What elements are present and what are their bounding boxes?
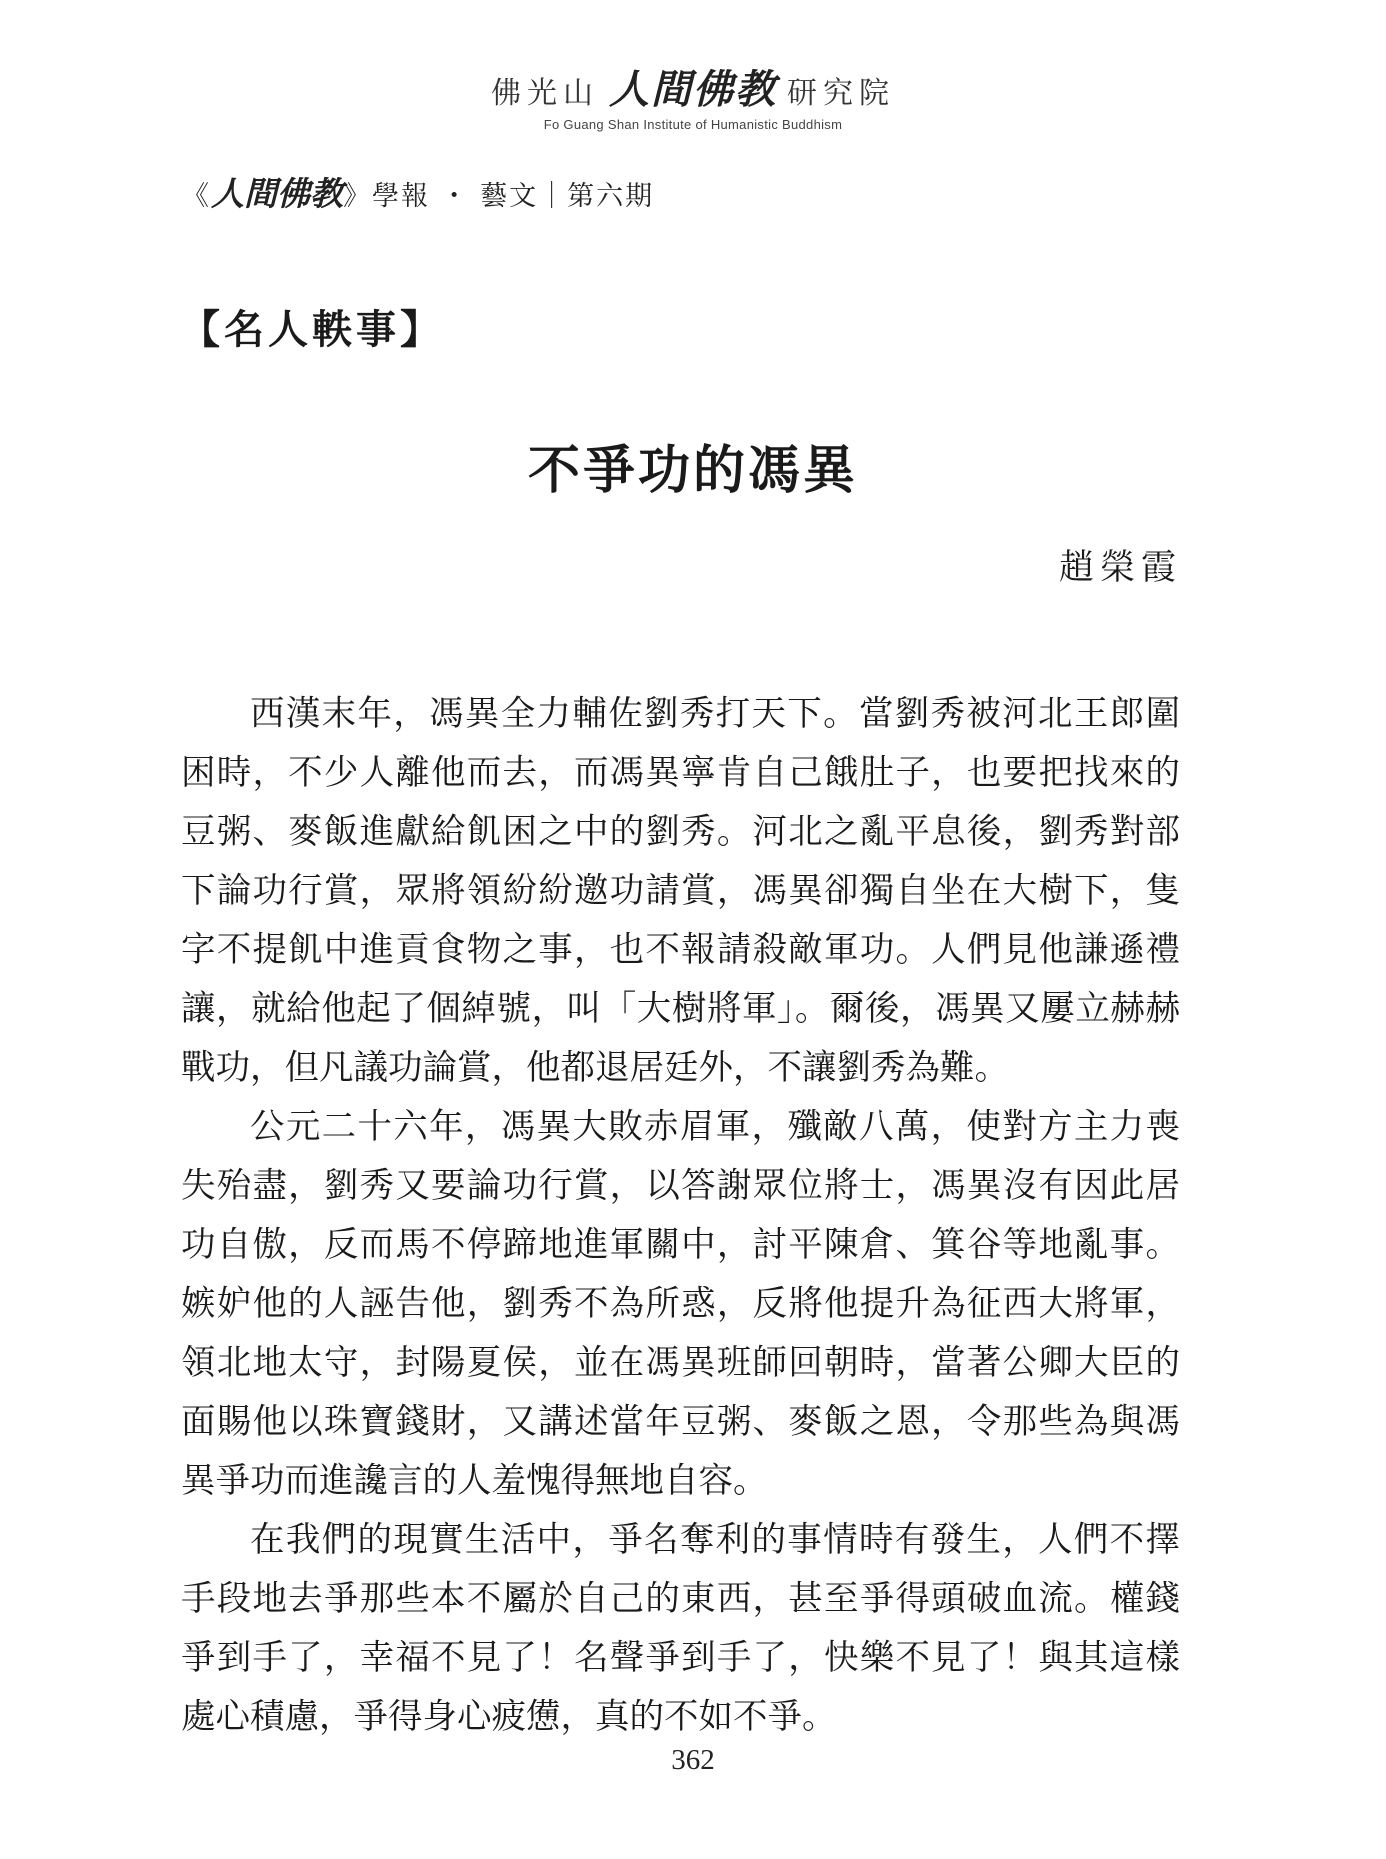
journal-header	[182, 168, 654, 215]
masthead-brand: 人間佛教	[609, 66, 777, 113]
section-heading: 【名人軼事】	[180, 306, 444, 353]
journal-open-bracket: 《	[182, 181, 211, 212]
institute-logo	[491, 58, 895, 115]
masthead-right-text: 研究院	[787, 76, 895, 111]
masthead-english: Fo Guang Shan Institute of Humanistic Buddhism	[543, 117, 843, 132]
paragraph: 在我們的現實生活中，爭名奪利的事情時有發生，人們不擇手段地去爭那些本不屬於自己的東西，甚至爭得頭破血流。權錢爭到手了，幸福不見了！名聲爭到手了，快樂不見了！與其這樣處心積慮，爭得身心疲憊，真的不如不爭。	[181, 1520, 1180, 1737]
journal-issue: 學報 ・ 藝文｜第六期	[372, 181, 655, 212]
page-number: 362	[671, 1744, 715, 1776]
masthead-left-text: 佛光山	[491, 76, 599, 111]
paragraph: 西漢末年，馮異全力輔佐劉秀打天下。當劉秀被河北王郎圍困時，不少人離他而去，而馮異寧肯自己餓肚子，也要把找來的豆粥、麥飯進獻給飢困之中的劉秀。河北之亂平息後，劉秀對部下論功行賞，眾將領紛紛邀功請賞，馮異卻獨自坐在大樹下，隻字不提飢中進貢食物之事，也不報請殺敵軍功。人們見他謙遜禮讓，就給他起了個綽號，叫「大樹將軍」。爾後，馮異又屢立赫赫戰功，但凡議功論賞，他都退居廷外，不讓劉秀為難。	[181, 694, 1180, 1088]
article-author: 趙榮霞	[1058, 548, 1182, 588]
paragraph: 公元二十六年，馮異大敗赤眉軍，殲敵八萬，使對方主力喪失殆盡，劉秀又要論功行賞，以答謝眾位將士，馮異沒有因此居功自傲，反而馬不停蹄地進軍關中，討平陳倉、箕谷等地亂事。嫉妒他的人誣告他，劉秀不為所惑，反將他提升為征西大將軍，領北地太守，封陽夏侯，並在馮異班師回朝時，當著公卿大臣的面賜他以珠寶錢財，又講述當年豆粥、麥飯之恩，令那些為與馮異爭功而進讒言的人羞愧得無地自容。	[181, 1107, 1180, 1501]
journal-brand: 人間佛教	[211, 174, 343, 213]
institute-masthead	[0, 58, 1386, 132]
article-title: 不爭功的馮異	[527, 440, 858, 501]
article-body	[181, 685, 1180, 1747]
journal-close-bracket: 》	[343, 181, 372, 212]
